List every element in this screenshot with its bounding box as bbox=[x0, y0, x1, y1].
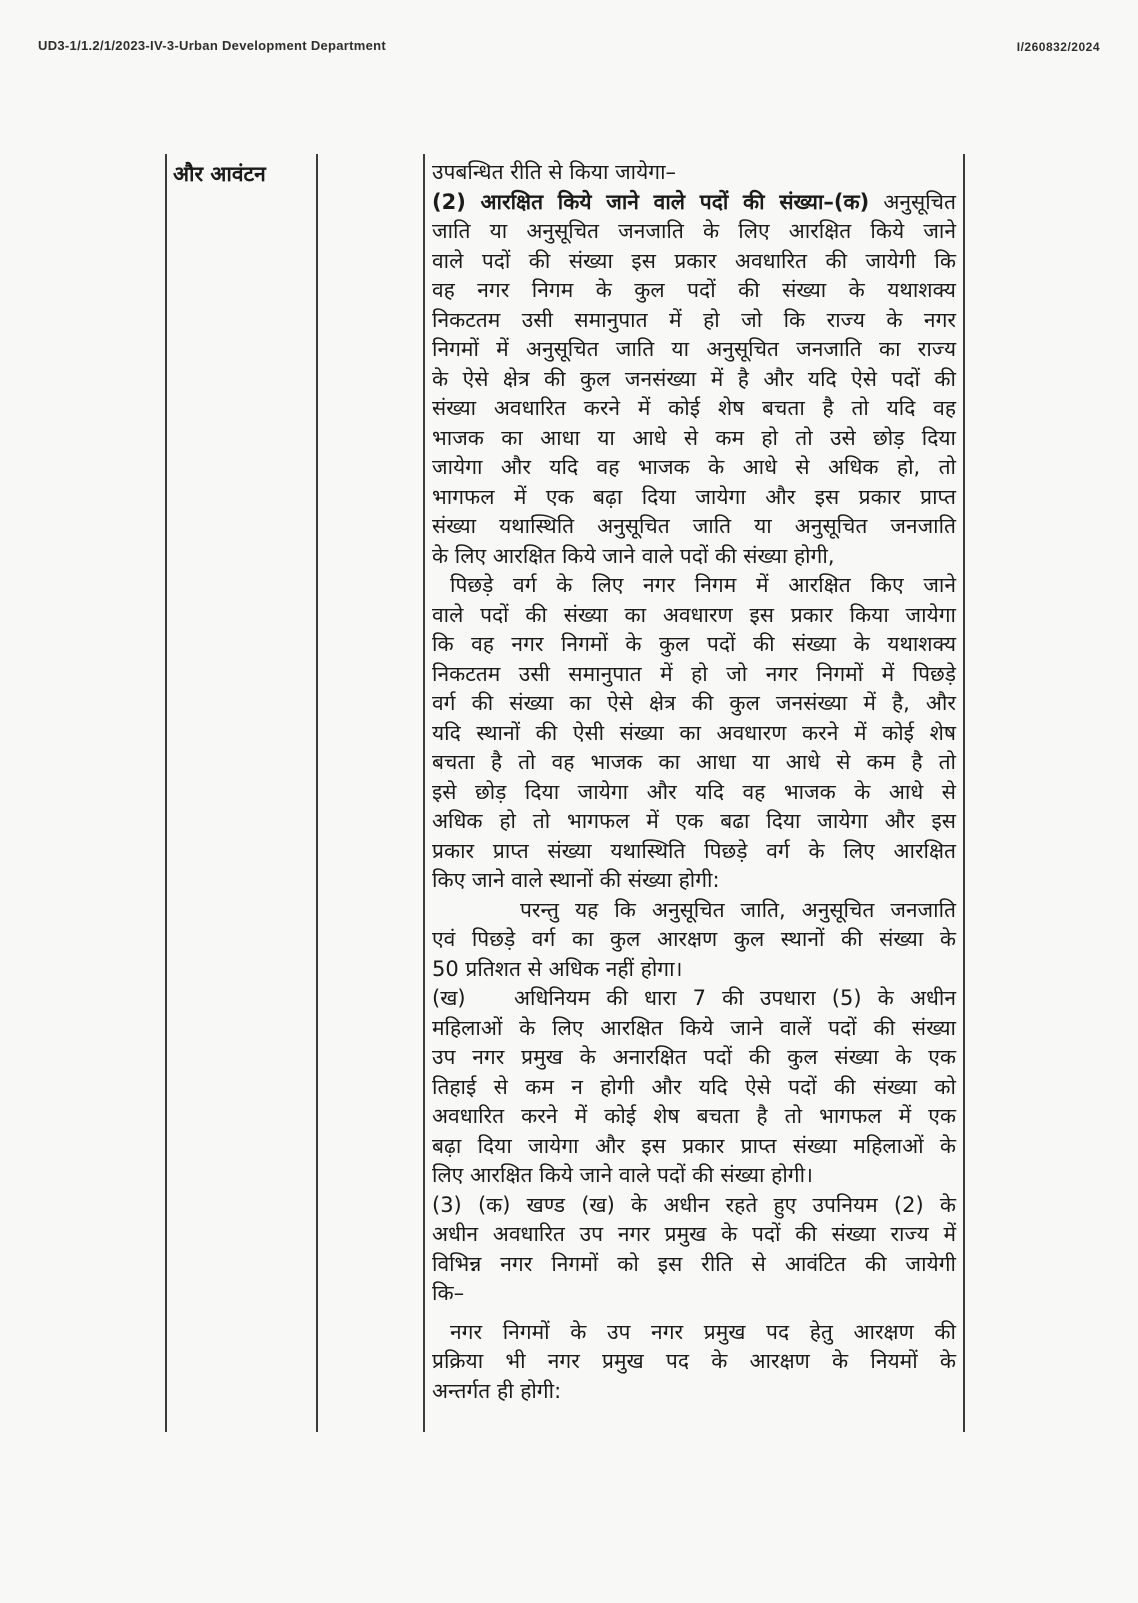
text-run: वाले पदों की संख्या का अवधारण इस प्रकार किया जायेगा bbox=[432, 602, 956, 627]
document-line bbox=[432, 247, 956, 277]
table-column-empty bbox=[318, 154, 425, 1432]
text-run: निगमों में अनुसूचित जाति या अनुसूचित जनजाति का राज्य bbox=[432, 337, 956, 361]
text-run: जायेगा और यदि वह भाजक के आधे से अधिक हो, तो bbox=[432, 455, 956, 479]
text-run: लिए आरक्षित किये जाने वाले पदों की संख्या होगी। bbox=[432, 1163, 813, 1187]
document-line bbox=[432, 1279, 956, 1309]
document-line bbox=[432, 188, 956, 218]
document-line bbox=[432, 601, 956, 631]
document-line bbox=[432, 1347, 956, 1377]
text-run: यदि स्थानों की ऐसी संख्या का अवधारण करने में कोई शेष bbox=[432, 720, 956, 745]
document-line bbox=[432, 394, 956, 424]
document-line bbox=[432, 660, 956, 690]
text-run: महिलाओं के लिए आरक्षित किये जाने वालें पदों की संख्या bbox=[432, 1015, 956, 1040]
document-line bbox=[432, 335, 956, 365]
text-run: प्रक्रिया भी नगर प्रमुख पद के आरक्षण के नियमों के bbox=[432, 1349, 956, 1373]
text-run: विभिन्न नगर निगमों को इस रीति से आवंटित की जायेगी bbox=[432, 1251, 956, 1276]
document-line bbox=[432, 571, 956, 601]
text-run: जाति या अनुसूचित जनजाति के लिए आरक्षित किये जाने bbox=[432, 219, 956, 243]
text-run: के ऐसे क्षेत्र की कुल जनसंख्या में है और यदि ऐसे पदों की bbox=[432, 366, 956, 391]
bold-text-run: (2) आरक्षित किये जाने वाले पदों की संख्या–(क) bbox=[432, 189, 870, 214]
document-line bbox=[432, 512, 956, 542]
document-line bbox=[432, 1102, 956, 1132]
text-run: भागफल में एक बढ़ा दिया जायेगा और इस प्रकार प्राप्त bbox=[432, 484, 956, 509]
document-line bbox=[432, 719, 956, 749]
document-line bbox=[432, 1220, 956, 1250]
document-line bbox=[432, 542, 956, 572]
document-line bbox=[432, 365, 956, 395]
text-run: संख्या यथास्थिति अनुसूचित जाति या अनुसूचित जनजाति bbox=[432, 514, 956, 538]
document-line bbox=[432, 807, 956, 837]
document-line bbox=[432, 1014, 956, 1044]
document-line bbox=[432, 158, 956, 188]
document-line bbox=[432, 276, 956, 306]
text-run: किए जाने वाले स्थानों की संख्या होगी: bbox=[432, 868, 720, 892]
text-run: निकटतम उसी समानुपात में हो जो कि राज्य के नगर bbox=[432, 307, 956, 332]
table-column-row-label bbox=[165, 154, 318, 1432]
document-line bbox=[432, 866, 956, 896]
text-run: अधिक हो तो भागफल में एक बढा दिया जायेगा और इस bbox=[432, 809, 956, 833]
text-run: (ख) अधिनियम की धारा 7 की उपधारा (5) के अधीन bbox=[432, 986, 956, 1010]
text-run: पिछड़े वर्ग के लिए नगर निगम में आरक्षित किए जाने bbox=[450, 573, 956, 597]
document-line bbox=[432, 1073, 956, 1103]
text-run: उपबन्धित रीति से किया जायेगा– bbox=[432, 160, 677, 184]
document-line bbox=[432, 837, 956, 867]
file-number: I/260832/2024 bbox=[1016, 40, 1100, 54]
text-run: इसे छोड़ दिया जायेगा और यदि वह भाजक के आधे से bbox=[432, 779, 956, 804]
document-line bbox=[432, 748, 956, 778]
document-line bbox=[432, 1318, 956, 1348]
text-run: नगर निगमों के उप नगर प्रमुख पद हेतु आरक्षण की bbox=[450, 1319, 956, 1344]
document-reference: UD3-1/1.2/1/2023-IV-3-Urban Development Department bbox=[38, 38, 387, 53]
document-line bbox=[432, 1191, 956, 1221]
document-line bbox=[432, 483, 956, 513]
document-line bbox=[432, 1043, 956, 1073]
document-line bbox=[432, 1132, 956, 1162]
text-run: अन्तर्गत ही होगी: bbox=[432, 1378, 562, 1403]
text-run: वाले पदों की संख्या इस प्रकार अवधारित की जायेगी कि bbox=[432, 248, 956, 273]
text-run: भाजक का आधा या आधे से कम हो तो उसे छोड़ दिया bbox=[432, 425, 956, 450]
document-line bbox=[432, 984, 956, 1014]
document-line bbox=[432, 778, 956, 808]
text-run: संख्या अवधारित करने में कोई शेष बचता है तो यदि वह bbox=[432, 396, 956, 420]
document-line bbox=[432, 630, 956, 660]
document-line bbox=[432, 424, 956, 454]
document-line bbox=[432, 453, 956, 483]
text-run: प्रकार प्राप्त संख्या यथास्थिति पिछड़े वर्ग के लिए आरक्षित bbox=[432, 838, 956, 863]
text-run: वह नगर निगम के कुल पदों की संख्या के यथाशक्य bbox=[432, 278, 956, 302]
text-run: कि वह नगर निगमों के कुल पदों की संख्या के यथाशक्य bbox=[432, 632, 956, 656]
document-line bbox=[432, 925, 956, 955]
row-label: और आवंटन bbox=[173, 162, 266, 186]
document-line bbox=[432, 1377, 956, 1407]
text-run: उप नगर प्रमुख के अनारक्षित पदों की कुल संख्या के एक bbox=[432, 1045, 956, 1069]
text-run: बचता है तो वह भाजक का आधा या आधे से कम है तो bbox=[432, 750, 956, 774]
text-run: एवं पिछड़े वर्ग का कुल आरक्षण कुल स्थानों की संख्या के bbox=[432, 927, 956, 951]
document-line bbox=[432, 955, 956, 985]
text-run: 50 प्रतिशत से अधिक नहीं होगा। bbox=[432, 956, 683, 981]
document-line bbox=[432, 689, 956, 719]
text-run: परन्तु यह कि अनुसूचित जाति, अनुसूचित जनजाति bbox=[520, 897, 956, 922]
document-line bbox=[432, 896, 956, 926]
text-run: निकटतम उसी समानुपात में हो जो नगर निगमों में पिछड़े bbox=[432, 661, 956, 686]
text-run: कि– bbox=[432, 1281, 465, 1305]
regulation-table bbox=[165, 154, 965, 1432]
document-line bbox=[432, 306, 956, 336]
text-run: अधीन अवधारित उप नगर प्रमुख के पदों की संख्या राज्य में bbox=[432, 1222, 956, 1246]
text-run: बढ़ा दिया जायेगा और इस प्रकार प्राप्त संख्या महिलाओं के bbox=[432, 1133, 956, 1158]
text-run: (3) (क) खण्ड (ख) के अधीन रहते हुए उपनियम (2) के bbox=[432, 1192, 956, 1217]
text-run: अनुसूचित bbox=[869, 189, 956, 214]
text-run: तिहाई से कम न होगी और यदि ऐसे पदों की संख्या को bbox=[432, 1074, 956, 1099]
text-run: अवधारित करने में कोई शेष बचता है तो भागफल में एक bbox=[432, 1104, 956, 1128]
document-line bbox=[432, 217, 956, 247]
text-run: वर्ग की संख्या का ऐसे क्षेत्र की कुल जनसंख्या में है, और bbox=[432, 691, 956, 715]
table-column-body-text bbox=[425, 154, 965, 1432]
document-line bbox=[432, 1250, 956, 1280]
text-run: के लिए आरक्षित किये जाने वाले पदों की संख्या होगी, bbox=[432, 543, 835, 568]
document-line bbox=[432, 1161, 956, 1191]
